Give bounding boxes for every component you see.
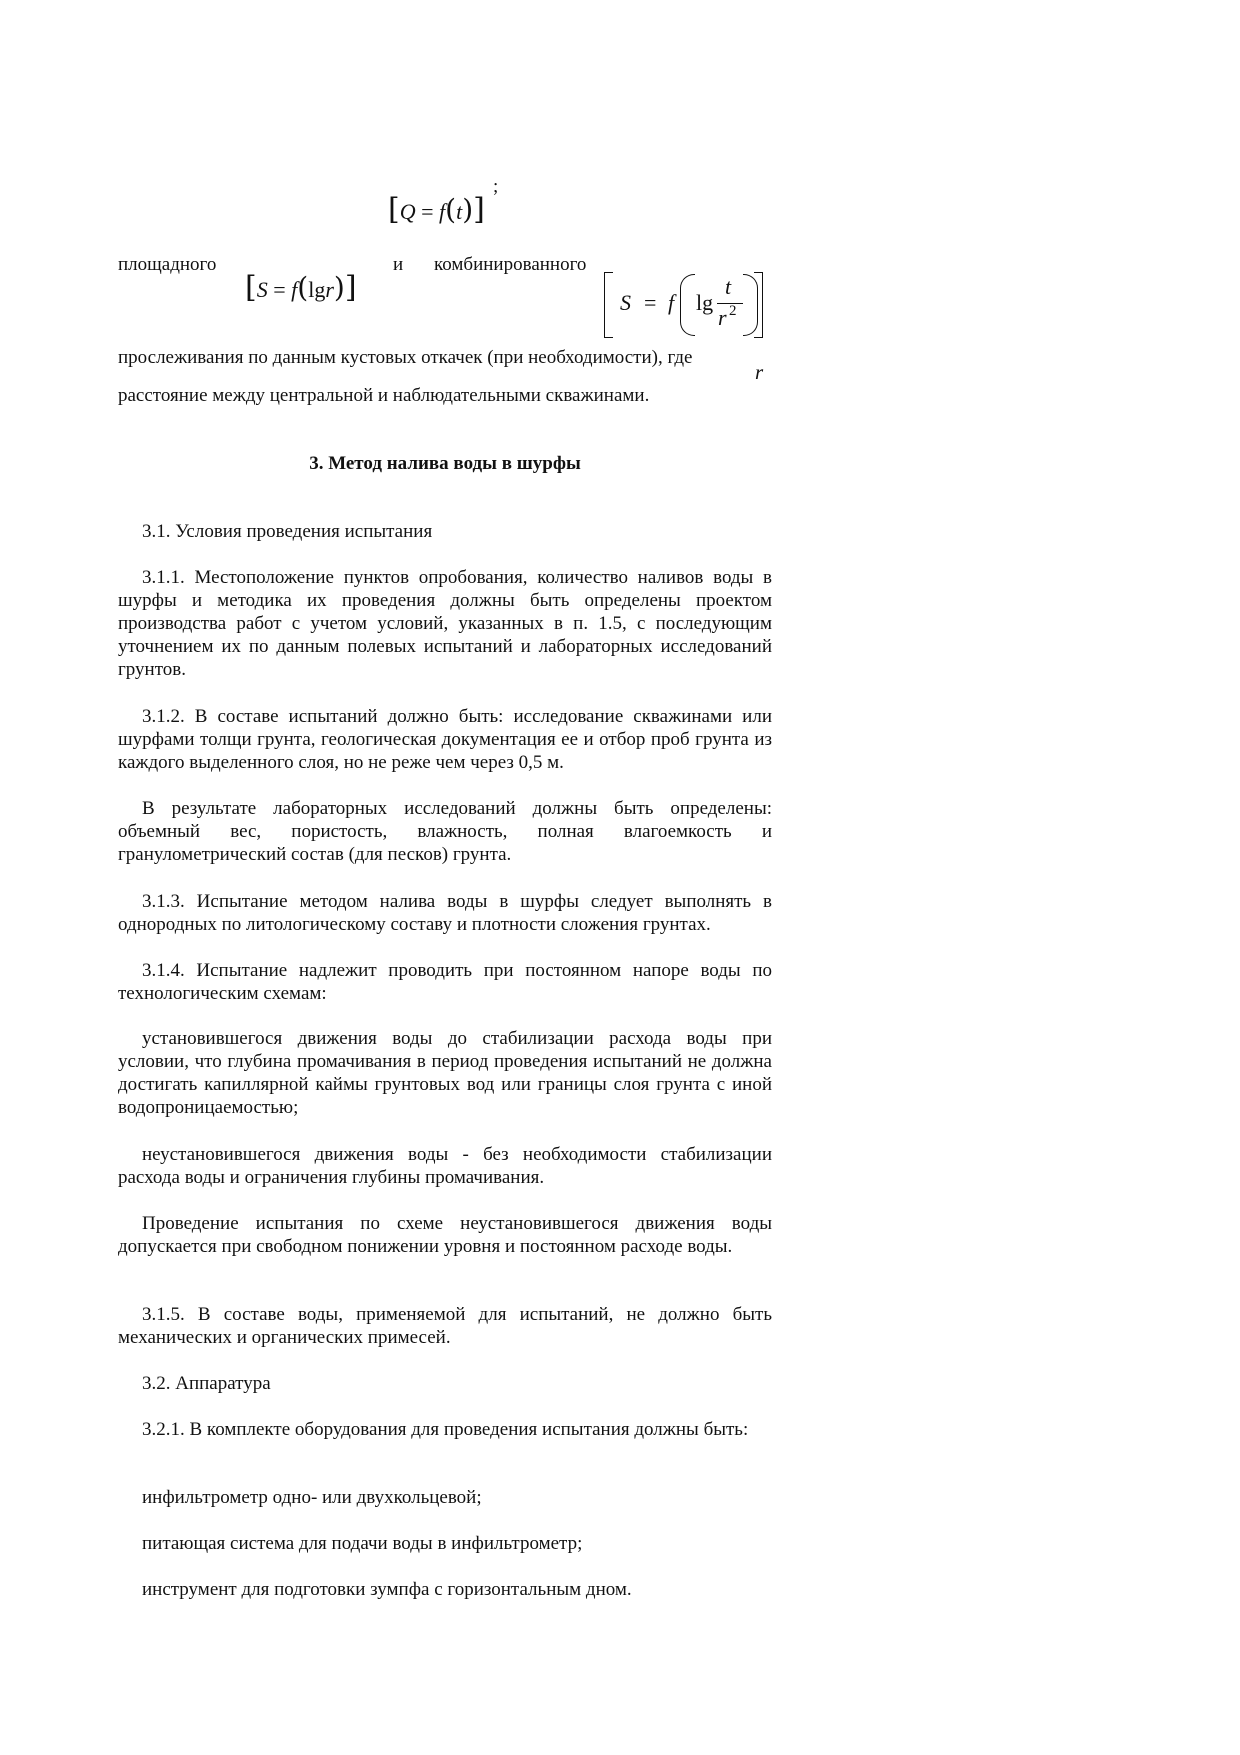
paragraph-3-1-4: 3.1.4. Испытание надлежит проводить при постоянном напоре воды по технологическим схемам: (118, 960, 772, 1004)
subsection-3-2: 3.2. Аппаратура (142, 1373, 271, 1394)
formula-combined-f: f (668, 290, 675, 315)
equipment-item-3: инструмент для подготовки зумпфа с горизонтальным дном. (142, 1579, 632, 1600)
formula-combined-left-bracket (604, 272, 613, 338)
r-symbol: r (755, 360, 764, 384)
subsection-3-1: 3.1. Условия проведения испытания (142, 521, 433, 542)
formula-combined-eq: = (644, 290, 657, 315)
areal-label: площадного (118, 254, 217, 275)
formula-s-lg: lg (308, 277, 326, 302)
distance-line: расстояние между центральной и наблюдательными скважинами. (118, 385, 650, 406)
paragraph-steady-flow: установившегося движения воды до стабилизации расхода воды при условии, что глубина промачивания в период проведения испытаний не должна достигать капиллярной каймы грунтовых вод или границы слоя грунта с иной водопроницаемостью; (118, 1028, 772, 1118)
paragraph-unsteady-flow: неустановившегося движения воды - без необходимости стабилизации расхода воды и ограничения глубины промачивания. (118, 1144, 772, 1188)
formula-s-combined (604, 270, 764, 342)
formula-q-semicolon: ; (493, 176, 499, 197)
formula-combined-den: r (718, 305, 727, 330)
paragraph-3-1-2: 3.1.2. В составе испытаний должно быть: исследование скважинами или шурфами толщи грунта, геологическая документация ее и отбор проб грунта из каждого выделенного слоя, но не реже чем через 0,5 м. (118, 706, 772, 773)
formula-combined-left-paren (680, 274, 695, 336)
formula-q-lhs: Q (399, 199, 416, 224)
paragraph-3-1-5: 3.1.5. В составе воды, применяемой для испытаний, не должно быть механических и органических примесей. (118, 1304, 772, 1348)
paragraph-3-1-1: 3.1.1. Местоположение пунктов опробования, количество наливов воды в шурфы и методика их проведения должны быть определены проектом производства работ с учетом условий, указанных в п. 1.5, с последующим уточнением их по данным полевых испытаний и лабораторных исследований грунтов. (118, 567, 772, 680)
section-title: 3. Метод налива воды в шурфы (309, 453, 581, 474)
paragraph-conduct: Проведение испытания по схеме неустановившегося движения воды допускается при свободном понижении уровня и постоянном расходе воды. (118, 1213, 772, 1257)
formula-s-f: f (291, 277, 298, 302)
formula-combined-num: t (725, 274, 732, 299)
equipment-item-2: питающая система для подачи воды в инфильтрометр; (142, 1533, 583, 1554)
formula-combined-lhs: S (620, 290, 631, 315)
formula-q-of-t: [Q = f(t)] (388, 192, 485, 227)
formula-combined-lg: lg (696, 290, 714, 315)
formula-s-arg: r (325, 277, 334, 302)
formula-s-eq: = (273, 277, 286, 302)
paragraph-3-1-3: 3.1.3. Испытание методом налива воды в шурфы следует выполнять в однородных по литологическому составу и плотности сложения грунтах. (118, 891, 772, 935)
equipment-item-1: инфильтрометр одно- или двухкольцевой; (142, 1487, 482, 1508)
formula-s-lg-r: [S = f(lgr)] (245, 270, 357, 305)
formula-q-arg: t (456, 199, 463, 224)
formula-combined-right-bracket (754, 272, 763, 338)
and-label: и (393, 254, 404, 275)
formula-q-f: f (439, 199, 446, 224)
formula-combined-exp: 2 (729, 303, 737, 319)
tracking-line: прослеживания по данным кустовых откачек (при необходимости), где (118, 347, 693, 368)
formula-q-eq: = (421, 199, 434, 224)
paragraph-lab-results: В результате лабораторных исследований должны быть определены: объемный вес, пористость, влажность, полная влагоемкость и гранулометрический состав (для песков) грунта. (118, 798, 772, 865)
paragraph-3-2-1: 3.2.1. В комплекте оборудования для проведения испытания должны быть: (142, 1419, 749, 1440)
formula-s-lhs: S (256, 277, 268, 302)
combined-label: комбинированного (434, 254, 587, 275)
